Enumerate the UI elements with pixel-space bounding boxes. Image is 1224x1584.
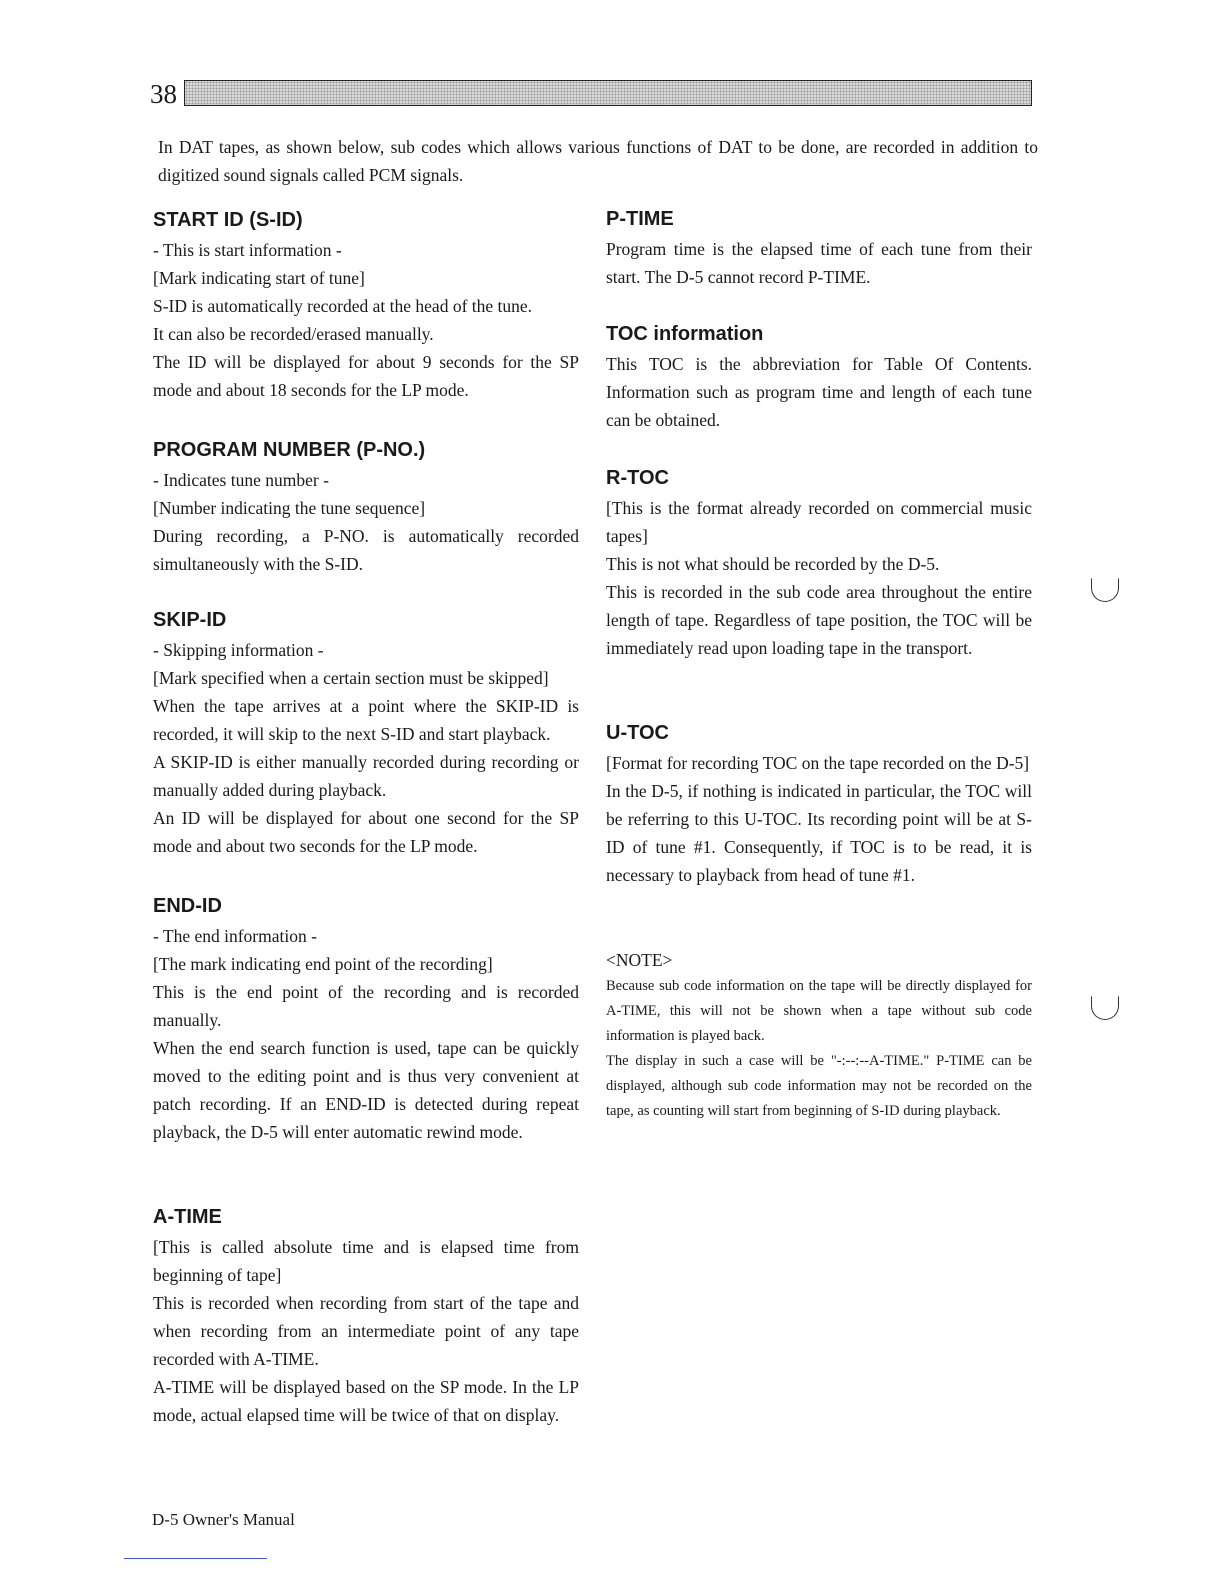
paragraph: When the tape arrives at a point where the SKIP-ID is recorded, it will skip to the next S-ID and start playback. (153, 696, 579, 744)
header-bar (184, 80, 1032, 106)
section-r-toc (606, 464, 1032, 662)
paragraph: This is recorded when recording from start of the tape and when recording from an intermediate point of any tape recorded with A-TIME. (153, 1293, 579, 1369)
paragraph: This is the end point of the recording and is recorded manually. (153, 982, 579, 1030)
intro-text: In DAT tapes, as shown below, sub codes which allows various functions of DAT to be done, are recorded in addition to digitized sound signals called PCM signals. (158, 137, 1038, 185)
section-heading: P-TIME (606, 208, 674, 230)
page-footer: D-5 Owner's Manual (152, 1510, 295, 1529)
paragraph: In the D-5, if nothing is indicated in particular, the TOC will be referring to this U-TOC. Its recording point will be at S-ID of tune #1. Consequently, if TOC is to be read, it is necessary to playback from head of tune #1. (606, 781, 1032, 885)
paragraph: [This is called absolute time and is elapsed time from beginning of tape] (153, 1237, 579, 1285)
text-line: - Skipping information - (153, 640, 324, 660)
section-p-time (606, 205, 1032, 291)
section-heading: A-TIME (153, 1206, 222, 1228)
paragraph: This is recorded in the sub code area throughout the entire length of tape. Regardless of tape position, the TOC will be immediately read upon loading tape in the transport. (606, 582, 1032, 658)
text-line: - The end information - (153, 926, 317, 946)
section-heading: START ID (S-ID) (153, 209, 303, 231)
scan-line (124, 1558, 267, 1559)
text-line: [Mark indicating start of tune] (153, 268, 365, 288)
section-start-id (153, 206, 579, 404)
section-end-id (153, 892, 579, 1146)
note-heading: <NOTE> (606, 950, 673, 970)
binder-hole-mark (1091, 996, 1119, 1020)
paragraph: Program time is the elapsed time of each tune from their start. The D-5 cannot record P-TIME. (606, 239, 1032, 287)
paragraph: During recording, a P-NO. is automatically recorded simultaneously with the S-ID. (153, 526, 579, 574)
section-heading: R-TOC (606, 467, 669, 489)
paragraph: [This is the format already recorded on commercial music tapes] (606, 498, 1032, 546)
paragraph: This is not what should be recorded by the D-5. (606, 554, 940, 574)
section-a-time (153, 1203, 579, 1429)
section-program-number (153, 436, 579, 578)
paragraph: This TOC is the abbreviation for Table Of Contents. Information such as program time and length of each tune can be obtained. (606, 354, 1032, 430)
section-toc (606, 320, 1032, 434)
note-paragraph: The display in such a case will be "-:--:--A-TIME." P-TIME can be displayed, although sub code information may not be recorded on the tape, as counting will start from beginning of S-ID during playback. (606, 1053, 1032, 1119)
paragraph: The ID will be displayed for about 9 seconds for the SP mode and about 18 seconds for the LP mode. (153, 352, 579, 400)
paragraph: [Format for recording TOC on the tape recorded on the D-5] (606, 753, 1030, 773)
text-line: [Number indicating the tune sequence] (153, 498, 426, 518)
page-number: 38 (150, 79, 177, 109)
paragraph: A-TIME will be displayed based on the SP mode. In the LP mode, actual elapsed time will be twice of that on display. (153, 1377, 579, 1425)
text-line: - This is start information - (153, 240, 342, 260)
text-line: [The mark indicating end point of the recording] (153, 954, 493, 974)
section-note (606, 946, 1032, 1124)
paragraph: An ID will be displayed for about one second for the SP mode and about two seconds for the LP mode. (153, 808, 579, 856)
text-line: It can also be recorded/erased manually. (153, 324, 434, 344)
binder-hole-mark (1091, 578, 1119, 602)
section-heading: PROGRAM NUMBER (P-NO.) (153, 439, 426, 461)
text-line: S-ID is automatically recorded at the head of the tune. (153, 296, 533, 316)
text-line: - Indicates tune number - (153, 470, 329, 490)
paragraph: A SKIP-ID is either manually recorded during recording or manually added during playback. (153, 752, 579, 800)
text-line: [Mark specified when a certain section must be skipped] (153, 668, 549, 688)
section-heading: SKIP-ID (153, 609, 227, 631)
section-skip-id (153, 606, 579, 860)
section-u-toc (606, 719, 1032, 889)
paragraph: When the end search function is used, tape can be quickly moved to the editing point and is thus very convenient at patch recording. If an END-ID is detected during repeat playback, the D-5 will enter automatic rewind mode. (153, 1038, 579, 1142)
section-heading: U-TOC (606, 722, 669, 744)
section-heading: END-ID (153, 895, 222, 917)
note-paragraph: Because sub code information on the tape will be directly displayed for A-TIME, this will not be shown when a tape without sub code information is played back. (606, 978, 1032, 1044)
section-heading: TOC information (606, 323, 764, 345)
